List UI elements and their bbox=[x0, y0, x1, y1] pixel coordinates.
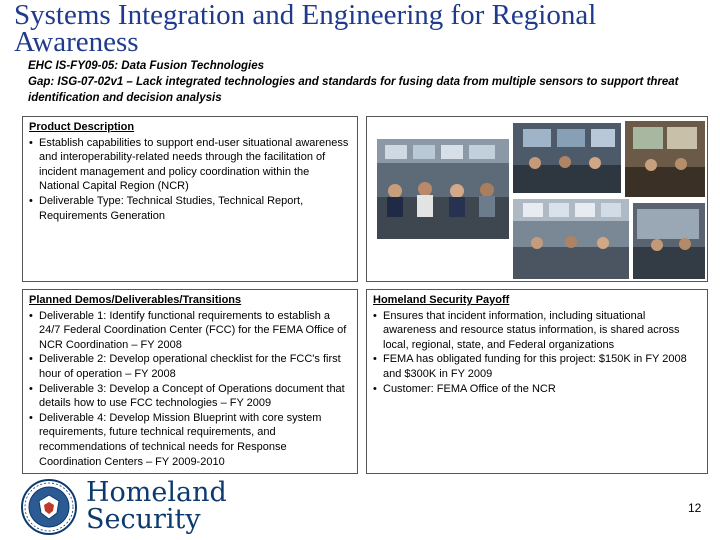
homeland-security-logo-line2: Security bbox=[86, 504, 201, 535]
list-item: • Establish capabilities to support end-user situational awareness and interoperability-related needs through the facilitation of incident management and policy coordination within the National Capital Region (NCR) bbox=[29, 136, 351, 194]
payoff-title: Homeland Security Payoff bbox=[373, 294, 510, 306]
operations-center-photo-illustration bbox=[367, 117, 708, 282]
product-description-box bbox=[22, 116, 358, 282]
homeland-security-logo-line1: Homeland bbox=[86, 477, 227, 508]
operations-center-photo bbox=[366, 116, 708, 282]
list-item: • Deliverable 1: Identify functional requirements to establish a 24/7 Federal Coordination Center (FCC) for the FEMA Office of NCR Coordination – FY 2008 bbox=[29, 309, 351, 353]
page-number: 12 bbox=[688, 501, 702, 515]
payoff-list bbox=[373, 309, 701, 397]
list-item: • FEMA has obligated funding for this project: $150K in FY 2008 and $300K in FY 2009 bbox=[373, 352, 701, 381]
product-description-list bbox=[29, 136, 351, 224]
list-item: • Deliverable 3: Develop a Concept of Operations document that details how to use FCC technologies – FY 2009 bbox=[29, 382, 351, 411]
gap-description: Gap: ISG-07-02v1 – Lack integrated technologies and standards for fusing data from multiple sensors to support threat identification and decision analysis bbox=[28, 76, 679, 104]
list-item: • Ensures that incident information, including situational awareness and resource status information, is shared across local, regional, state, and Federal organizations bbox=[373, 309, 701, 353]
list-item: • Deliverable 2: Develop operational checklist for the FCC's first hour of operation – FY 2008 bbox=[29, 352, 351, 381]
gap-statement-block bbox=[28, 58, 718, 106]
homeland-security-payoff-box bbox=[366, 289, 708, 474]
planned-demos-box bbox=[22, 289, 358, 474]
dhs-seal-icon bbox=[20, 479, 78, 540]
page-title: Systems Integration and Engineering for Regional Awareness bbox=[14, 0, 597, 58]
planned-demos-list bbox=[29, 309, 351, 470]
planned-demos-title: Planned Demos/Deliverables/Transitions bbox=[29, 294, 242, 306]
list-item: • Deliverable Type: Technical Studies, Technical Report, Requirements Generation bbox=[29, 194, 351, 223]
product-description-title: Product Description bbox=[29, 121, 135, 133]
list-item: • Deliverable 4: Develop Mission Blueprint with core system requirements, future technical requirements, and recommendations of technical needs for Response Coordination Centers – FY 2009-2010 bbox=[29, 411, 351, 469]
list-item: • Customer: FEMA Office of the NCR bbox=[373, 382, 701, 397]
project-code-subtitle: EHC IS-FY09-05: Data Fusion Technologies bbox=[28, 60, 265, 72]
